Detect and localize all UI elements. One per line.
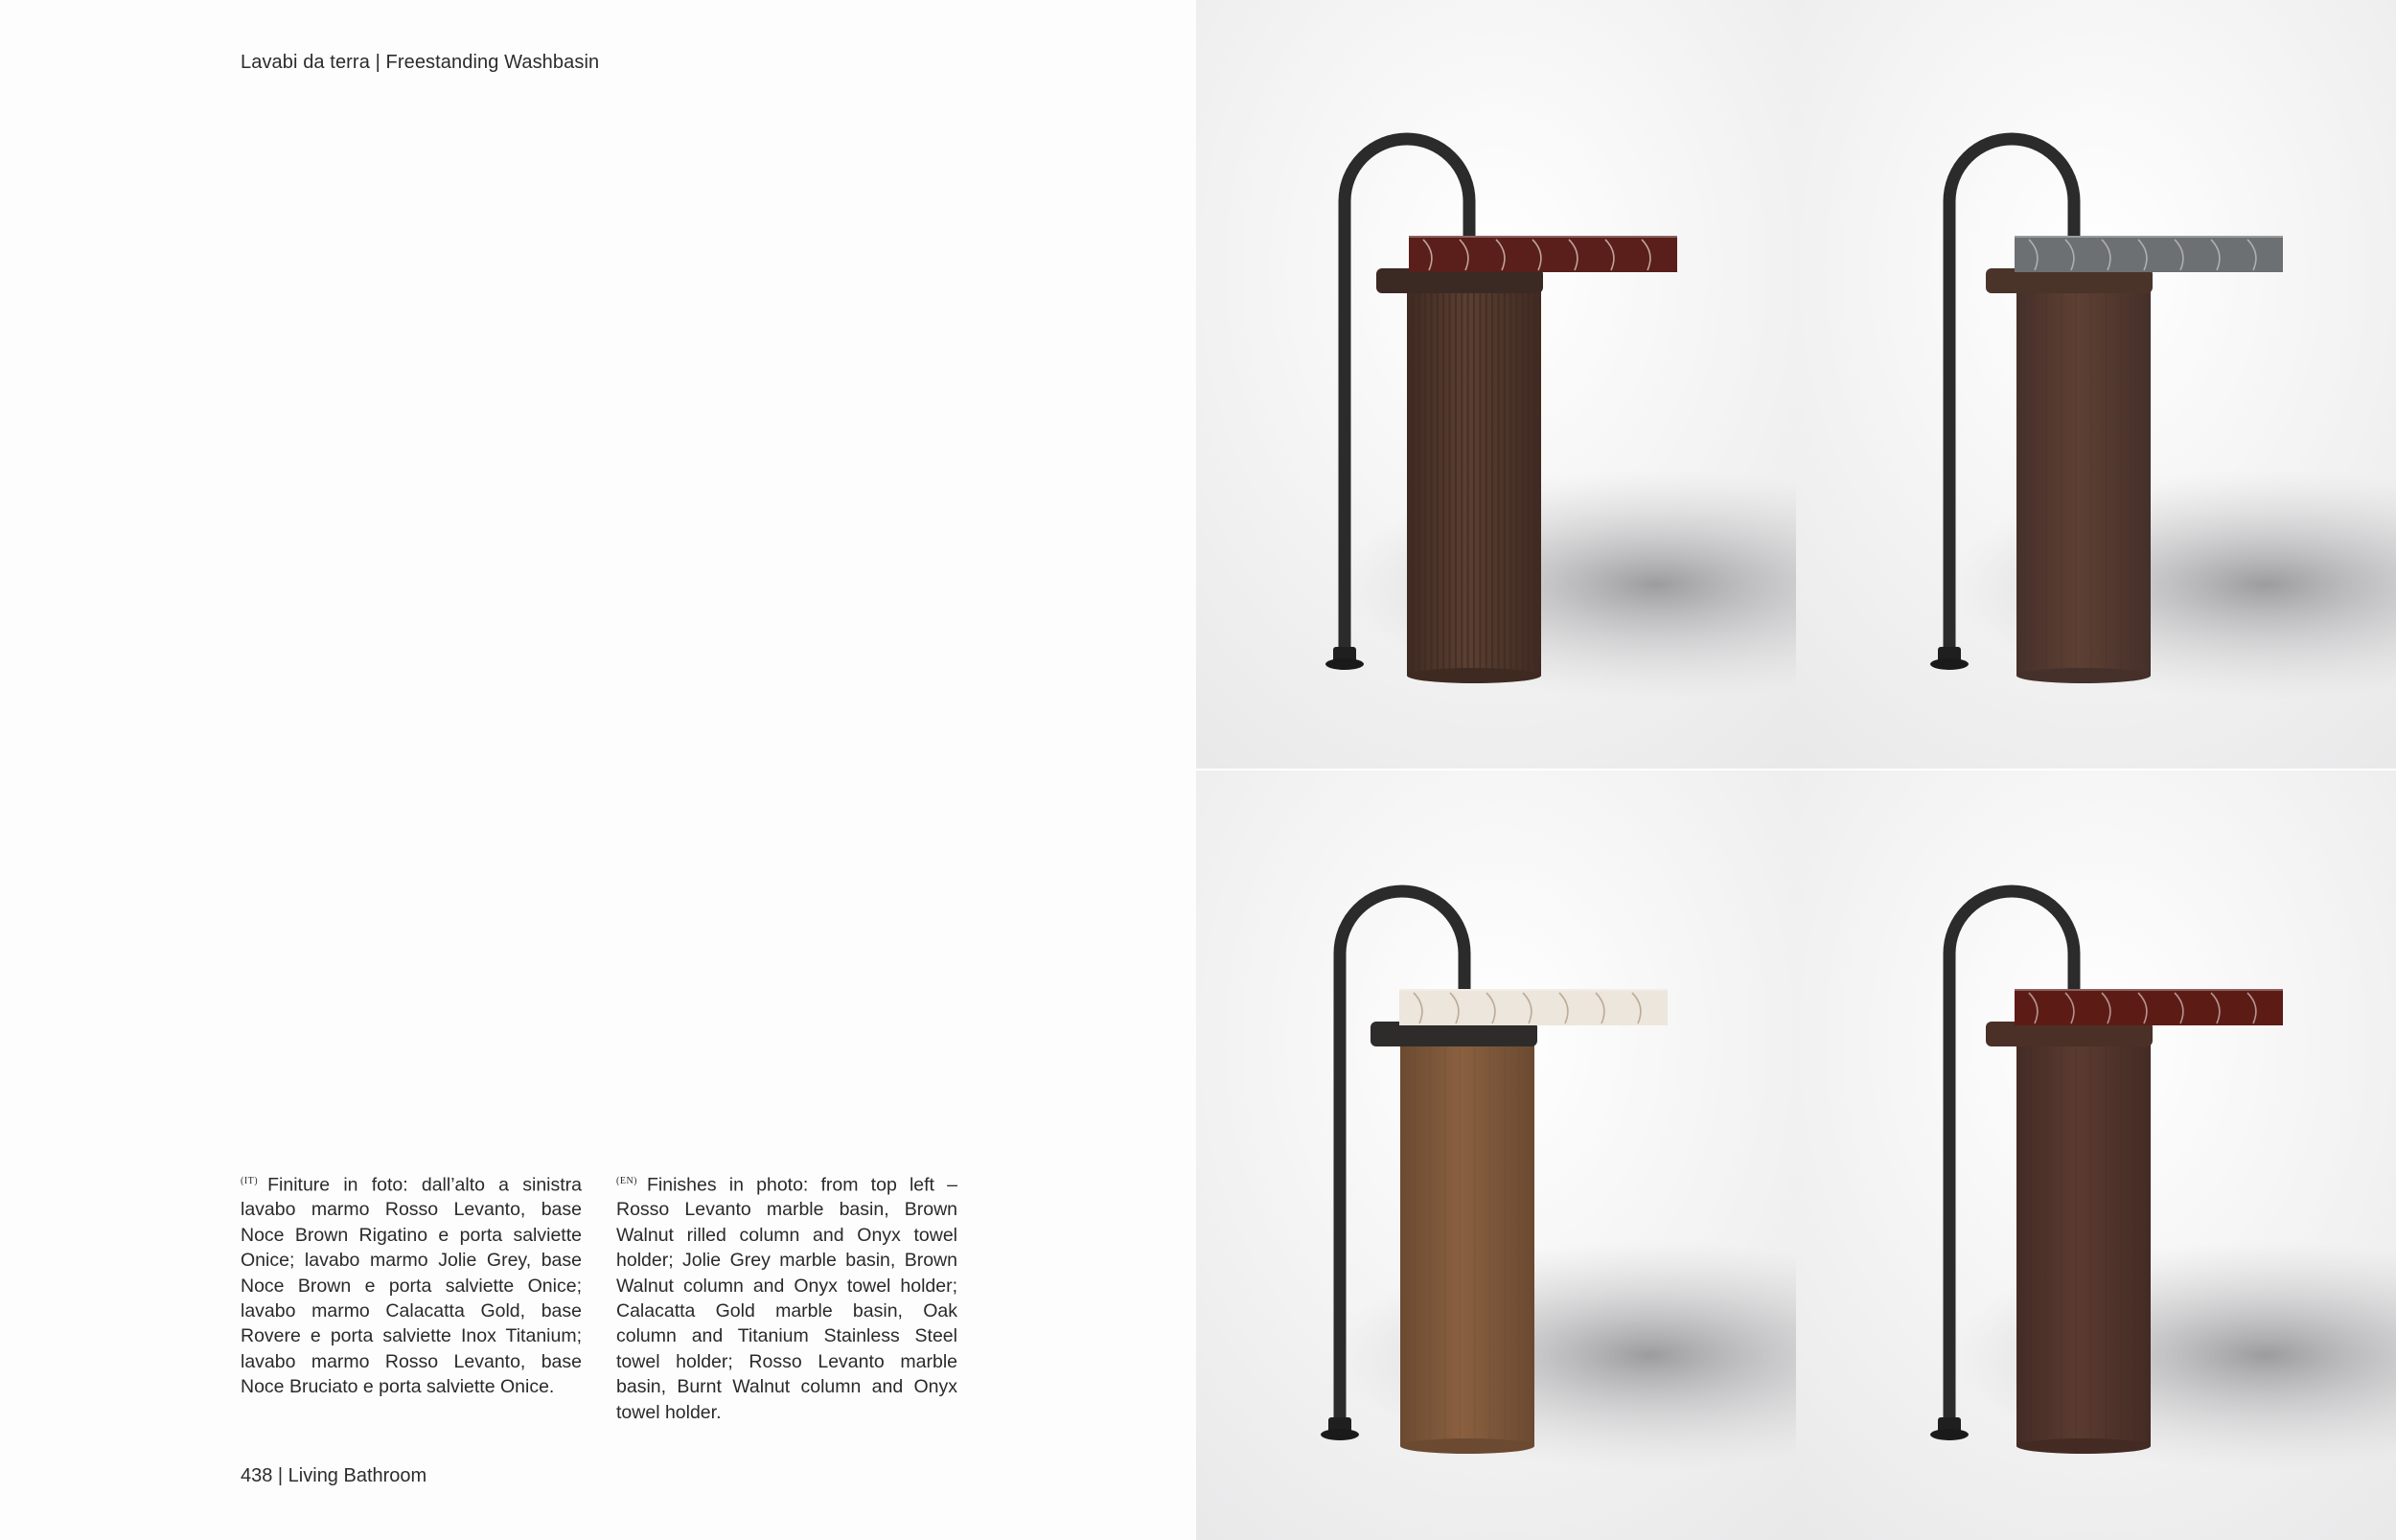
washbasin-illustration bbox=[1196, 0, 1796, 770]
washbasin-illustration bbox=[1796, 770, 2396, 1540]
caption-italian bbox=[241, 1169, 582, 1426]
tap-foot bbox=[1930, 1429, 1969, 1440]
product-photo-3 bbox=[1196, 770, 1796, 1540]
marble-basin bbox=[2015, 236, 2283, 272]
column bbox=[2016, 1025, 2151, 1446]
language-tag-en: (EN) bbox=[616, 1175, 637, 1186]
column-bottom bbox=[1400, 1438, 1534, 1454]
caption-english bbox=[616, 1169, 957, 1426]
caption-english-text: Finishes in photo: from top left – Rosso Levanto marble basin, Brown Walnut rilled column and Onyx towel holder; Jolie Grey marble basin, Brown Walnut column and Onyx towel holder; Calacatta Gold marble basin, Oak column and Titanium Stainless Steel towel holder; Rosso Levanto marble basin, Burnt Walnut column and Onyx towel holder. bbox=[616, 1174, 957, 1423]
running-header: Lavabi da terra | Freestanding Washbasin bbox=[241, 52, 600, 73]
caption-italian-text: Finiture in foto: dall’alto a sinistra lavabo marmo Rosso Levanto, base Noce Brown Rigatino e porta salviette Onice; lavabo marmo Jolie Grey, base Noce Brown e porta salviette Onice; lavabo marmo Calacatta Gold, base Rovere e porta salviette Inox Titanium; lavabo marmo Rosso Levanto, base Noce Bruciato e porta salviette Onice. bbox=[241, 1174, 582, 1398]
column bbox=[1400, 1025, 1534, 1446]
finish-captions bbox=[241, 1150, 957, 1444]
marble-basin bbox=[2015, 989, 2283, 1025]
language-tag-it: (IT) bbox=[241, 1175, 259, 1186]
column bbox=[2016, 272, 2151, 676]
product-photo-2 bbox=[1796, 0, 2396, 770]
product-photo-4 bbox=[1796, 770, 2396, 1540]
photo-divider bbox=[1196, 769, 2396, 770]
marble-basin bbox=[1409, 236, 1677, 272]
tap-foot bbox=[1325, 658, 1364, 670]
page-footer: 438 | Living Bathroom bbox=[241, 1465, 427, 1486]
product-photo-1 bbox=[1196, 0, 1796, 770]
tap-foot bbox=[1930, 658, 1969, 670]
tap-foot bbox=[1321, 1429, 1359, 1440]
column-bottom bbox=[2016, 668, 2151, 683]
washbasin-illustration bbox=[1196, 770, 1796, 1540]
marble-basin bbox=[1399, 989, 1668, 1025]
column-bottom bbox=[2016, 1438, 2151, 1454]
washbasin-illustration bbox=[1796, 0, 2396, 770]
left-page bbox=[0, 0, 1196, 1540]
